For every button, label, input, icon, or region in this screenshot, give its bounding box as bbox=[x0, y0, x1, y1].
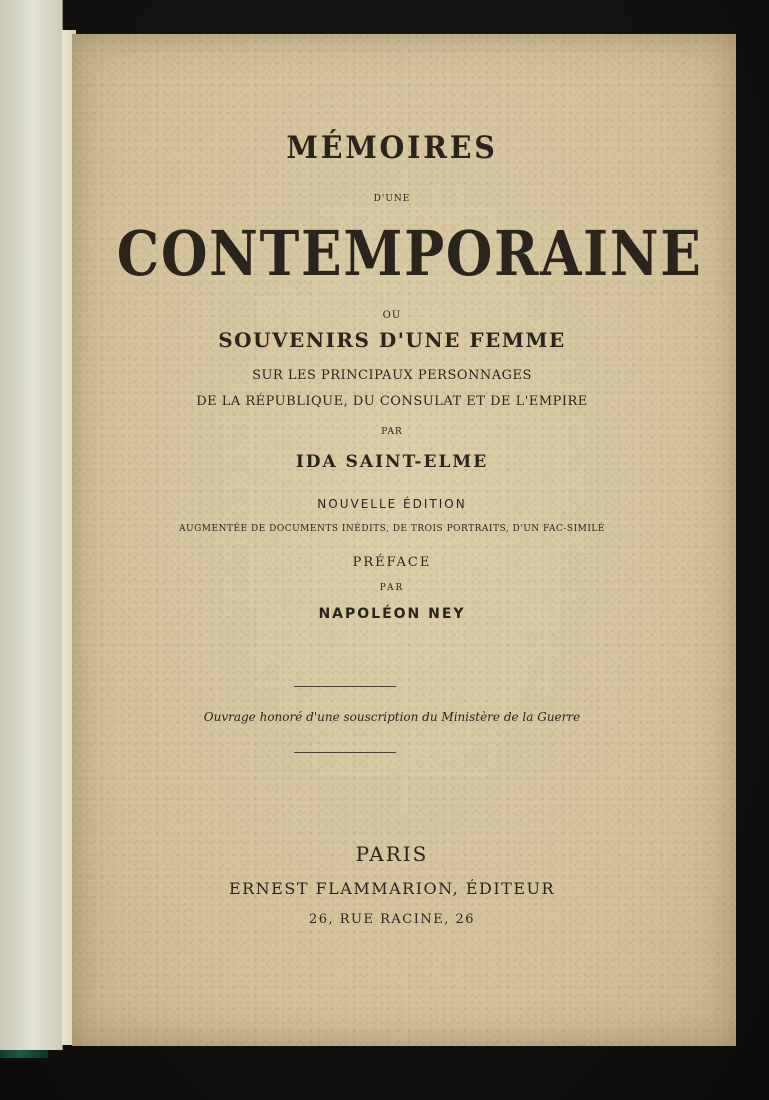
title-memoires: MÉMOIRES bbox=[286, 130, 498, 166]
connector-par-author: PAR bbox=[381, 427, 403, 437]
edition-note: AUGMENTÉE DE DOCUMENTS INÉDITS, DE TROIS PORTRAITS, D'UN FAC-SIMILÉ bbox=[179, 524, 605, 534]
divider-top bbox=[294, 686, 396, 687]
connector-ou: OU bbox=[382, 310, 402, 321]
title-contemporaine: CONTEMPORAINE bbox=[116, 217, 703, 290]
author-name: IDA SAINT-ELME bbox=[295, 452, 489, 472]
connector-par-preface: PAR bbox=[379, 583, 405, 593]
divider-bottom bbox=[294, 752, 396, 753]
imprint-address: 26, RUE RACINE, 26 bbox=[308, 912, 476, 927]
preface-label: PRÉFACE bbox=[352, 555, 432, 570]
imprint-city: PARIS bbox=[355, 842, 429, 866]
ministry-note: Ouvrage honoré d'une souscription du Ministère de la Guerre bbox=[203, 710, 581, 724]
subtitle-souvenirs: SOUVENIRS D'UNE FEMME bbox=[218, 328, 566, 352]
subtitle-line-3: DE LA RÉPUBLIQUE, DU CONSULAT ET DE L'EMPIRE bbox=[196, 394, 588, 409]
imprint-publisher: ERNEST FLAMMARION, ÉDITEUR bbox=[228, 879, 556, 898]
connector-dune: D'UNE bbox=[373, 194, 411, 204]
endpaper bbox=[0, 0, 63, 1050]
subtitle-line-2: SUR LES PRINCIPAUX PERSONNAGES bbox=[252, 368, 532, 383]
preface-author: NAPOLÉON NEY bbox=[318, 606, 466, 622]
edition-label: NOUVELLE ÉDITION bbox=[317, 497, 467, 511]
title-page bbox=[72, 34, 736, 1046]
